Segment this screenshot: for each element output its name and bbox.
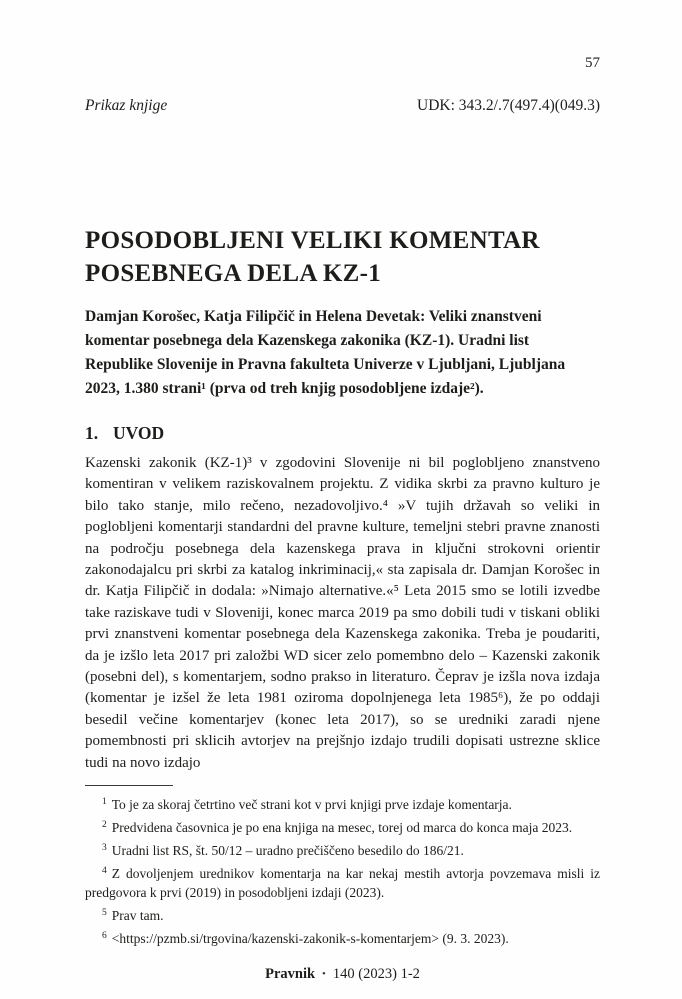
footnote-marker: 5 (102, 907, 107, 918)
page-header-row (85, 96, 600, 116)
section-number: 1. (85, 423, 99, 443)
footnote-marker: 3 (102, 842, 107, 853)
rubric-label: Prikaz knjige (85, 97, 168, 114)
footnote-text: Predvidena časovnica je po ena knjiga na mesec, torej od marca do konca maja 2023. (111, 820, 573, 836)
footnote-marker: 6 (102, 930, 107, 941)
udk-classification: UDK: 343.2/.7(497.4)(049.3) (417, 97, 600, 114)
article-title (85, 224, 600, 290)
section-heading (85, 422, 600, 444)
footnote-text: Z dovoljenjem urednikov komentarja na kar nekaj mestih avtorja povzemava misli iz predgovora k prvi (2019) in posodobljeni izdaji (2023). (85, 866, 600, 901)
article-title-line1: POSODOBLJENI VELIKI KOMENTAR (85, 227, 540, 254)
footnote-marker: 4 (102, 865, 107, 876)
footnote-4 (85, 864, 600, 902)
footnote-marker: 2 (102, 819, 107, 830)
footnote-3 (85, 841, 600, 860)
journal-issue: 140 (2023) 1-2 (332, 966, 420, 983)
footnote-text: <https://pzmb.si/trgovina/kazenski-zakonik-s-komentarjem> (9. 3. 2023). (111, 931, 509, 947)
journal-footer (85, 965, 600, 983)
footnote-text: Uradni list RS, št. 50/12 – uradno prečiščeno besedilo do 186/21. (111, 843, 464, 859)
section-heading-label: UVOD (113, 423, 165, 443)
book-reference: Damjan Korošec, Katja Filipčič in Helena Devetak: Veliki znanstveni komentar posebnega dela Kazenskega zakonika (KZ-1). Uradni list Republike Slovenije in Pravna fakulteta Univerze v Ljubljani, Ljubljana 2023, 1.380 strani¹ (prva od treh knjig posodobljene izdaje²). (85, 308, 566, 397)
footnote-separator-rule (85, 785, 173, 786)
footnote-marker: 1 (102, 796, 107, 807)
footnote-6 (85, 929, 600, 948)
article-title-line2: POSEBNEGA DELA KZ-1 (85, 260, 382, 287)
journal-name: Pravnik (265, 966, 316, 983)
page-content (85, 0, 600, 983)
footnote-2 (85, 818, 600, 837)
page-number: 57 (585, 55, 600, 71)
footnote-1 (85, 795, 600, 814)
body-paragraph: Kazenski zakonik (KZ-1)³ v zgodovini Slovenije ni bil poglobljeno znanstveno komentiran v velikem raziskovalnem projektu. Z vidika skrbi za pravno kulturo je bilo tako stanje, milo rečeno, nezadovoljivo.⁴ »V tujih državah so veliki in poglobljeni komentarji standardni del pravne kulture, temeljni stebri pravne znanosti na področju posebnega dela kazenskega prava in ključni strokovni orientir zakonodajalcu pri skrbi za katalog inkriminacij,« sta zapisala dr. Damjan Korošec in dr. Katja Filipčič in dodala: »Nimajo alternative.«⁵ Leta 2015 smo se lotili izvedbe take raziskave tudi v Sloveniji, konec marca 2019 pa smo dobili tudi v tiskani obliki prvi znanstveni komentar posebnega dela Kazenskega zakonika. Treba je poudariti, da je izšlo leta 2017 pri založbi WD sicer zelo pomembno delo – Kazenski zakonik (posebni del), s komentarjem, sodno prakso in literaturo. Čeprav je izšla nova izdaja (komentar je izšel že leta 1981 oziroma dopolnjenega leta 1985⁶), že po oddaji besedil večine komentarjev (konec leta 2017), so se uredniki zaradi njene pomembnosti pri sklicih avtorjev na prejšnjo izdajo trudili dopisati ustrezne sklice tudi na novo izdajo (85, 455, 600, 771)
footnote-text: To je za skoraj četrtino več strani kot v prvi knjigi prve izdaje komentarja. (111, 797, 512, 813)
footnote-text: Prav tam. (111, 908, 164, 924)
footnotes-block (85, 785, 600, 948)
footer-bullet-separator: • (322, 968, 326, 981)
footnote-5 (85, 906, 600, 925)
